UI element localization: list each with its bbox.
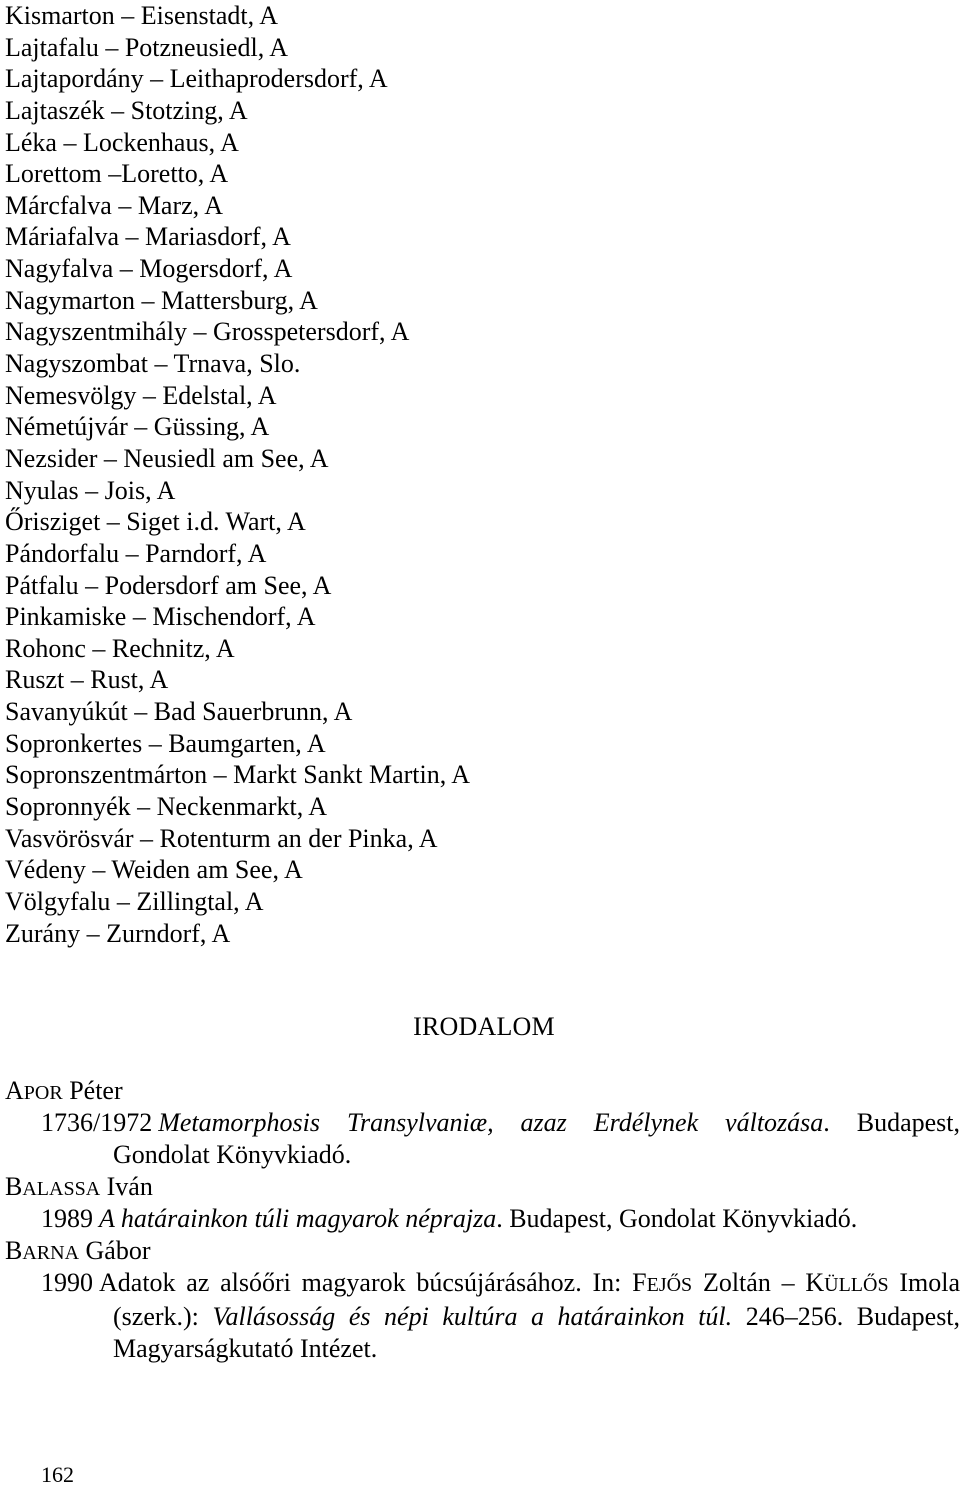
bibliography xyxy=(5,1075,960,1365)
place-name-line: Rohonc – Rechnitz, A xyxy=(5,633,235,663)
bib-year: 1736/1972 xyxy=(41,1108,153,1137)
place-name-line: Léka – Lockenhaus, A xyxy=(5,127,239,157)
place-name-line: Védeny – Weiden am See, A xyxy=(5,855,303,885)
author-given-name: Péter xyxy=(69,1076,123,1105)
bib-publication: . Budapest, Gondolat Könyvkiadó. xyxy=(113,1108,960,1169)
bib-entry-barna xyxy=(5,1267,960,1365)
place-name-line: Pátfalu – Podersdorf am See, A xyxy=(5,570,332,600)
author-surname-smallcaps: ALASSA xyxy=(22,1178,101,1200)
place-name-list xyxy=(5,0,945,949)
author-given-name: Iván xyxy=(106,1172,153,1201)
place-name-line: Lajtaszék – Stotzing, A xyxy=(5,95,248,125)
place-name-line: Nemesvölgy – Edelstal, A xyxy=(5,380,277,410)
place-name-line: Kismarton – Eisenstadt, A xyxy=(5,1,278,30)
author-given-name: Gábor xyxy=(85,1236,151,1265)
author-surname-initial: B xyxy=(5,1236,23,1265)
author-surname-smallcaps: ARNA xyxy=(22,1242,80,1264)
bib-in-label: In: xyxy=(592,1268,622,1297)
place-name-line: Nezsider – Neusiedl am See, A xyxy=(5,443,329,473)
page-number: 162 xyxy=(41,1462,74,1487)
editor-surname-smallcaps: EJŐS xyxy=(646,1274,693,1296)
bib-article-title: Adatok az alsóőri magyarok búcsújárásához. xyxy=(99,1268,582,1297)
place-name-line: Völgyfalu – Zillingtal, A xyxy=(5,886,264,916)
bib-author-barna xyxy=(5,1235,960,1267)
place-name-line: Lajtapordány – Leithaprodersdorf, A xyxy=(5,64,388,94)
bib-title: Metamorphosis Transylvaniæ, azaz Erdélynek változása xyxy=(158,1108,824,1137)
editor-given-name: Imola (szerk.): xyxy=(113,1268,960,1331)
section-heading: IRODALOM xyxy=(413,1012,555,1041)
place-name-line: Nagyszombat – Trnava, Slo. xyxy=(5,349,301,379)
bib-author-apor xyxy=(5,1075,960,1107)
editor-surname-smallcaps: ÜLLŐS xyxy=(824,1274,889,1296)
bib-publication: . Budapest, Gondolat Könyvkiadó. xyxy=(496,1204,858,1233)
place-name-line: Sopronkertes – Baumgarten, A xyxy=(5,728,326,758)
editor-given-name: Zoltán – xyxy=(702,1268,795,1297)
editor-surname-initial: F xyxy=(632,1268,647,1297)
place-name-line: Nyulas – Jois, A xyxy=(5,475,176,505)
bib-entry-balassa xyxy=(5,1203,960,1235)
place-name-line: Lajtafalu – Potzneusiedl, A xyxy=(5,32,289,62)
place-name-line: Zurány – Zurndorf, A xyxy=(5,918,231,948)
place-name-line: Vasvörösvár – Rotenturm an der Pinka, A xyxy=(5,823,438,853)
bib-volume-title: Vallásosság és népi kultúra a határainkon túl. xyxy=(212,1302,733,1331)
place-name-line: Sopronszentmárton – Markt Sankt Martin, A xyxy=(5,760,471,790)
author-surname-smallcaps: POR xyxy=(23,1082,63,1104)
place-name-line: Sopronnyék – Neckenmarkt, A xyxy=(5,792,328,822)
bib-entry-apor xyxy=(5,1107,960,1171)
place-name-line: Németújvár – Güssing, A xyxy=(5,412,270,442)
bib-year: 1990 xyxy=(41,1268,93,1297)
place-name-line: Nagyfalva – Mogersdorf, A xyxy=(5,254,293,284)
bib-author-balassa xyxy=(5,1171,960,1203)
place-name-line: Savanyúkút – Bad Sauerbrunn, A xyxy=(5,697,353,727)
bib-publication: 246–256. Budapest, Magyarságkutató Intézet. xyxy=(113,1302,960,1363)
place-name-line: Lorettom –Loretto, A xyxy=(5,159,229,189)
author-surname-initial: A xyxy=(5,1076,24,1105)
author-surname-initial: B xyxy=(5,1172,23,1201)
place-name-line: Ruszt – Rust, A xyxy=(5,665,169,695)
place-name-line: Márcfalva – Marz, A xyxy=(5,190,224,220)
place-name-line: Őrisziget – Siget i.d. Wart, A xyxy=(5,507,306,537)
bib-title: A határainkon túli magyarok néprajza xyxy=(99,1204,497,1233)
place-name-line: Nagyszentmihály – Grosspetersdorf, A xyxy=(5,317,410,347)
editor-surname-initial: K xyxy=(805,1268,825,1297)
bib-year: 1989 xyxy=(41,1204,93,1233)
place-name-line: Nagymarton – Mattersburg, A xyxy=(5,285,318,315)
place-name-line: Pándorfalu – Parndorf, A xyxy=(5,538,267,568)
place-name-line: Máriafalva – Mariasdorf, A xyxy=(5,222,291,252)
place-name-line: Pinkamiske – Mischendorf, A xyxy=(5,602,316,632)
